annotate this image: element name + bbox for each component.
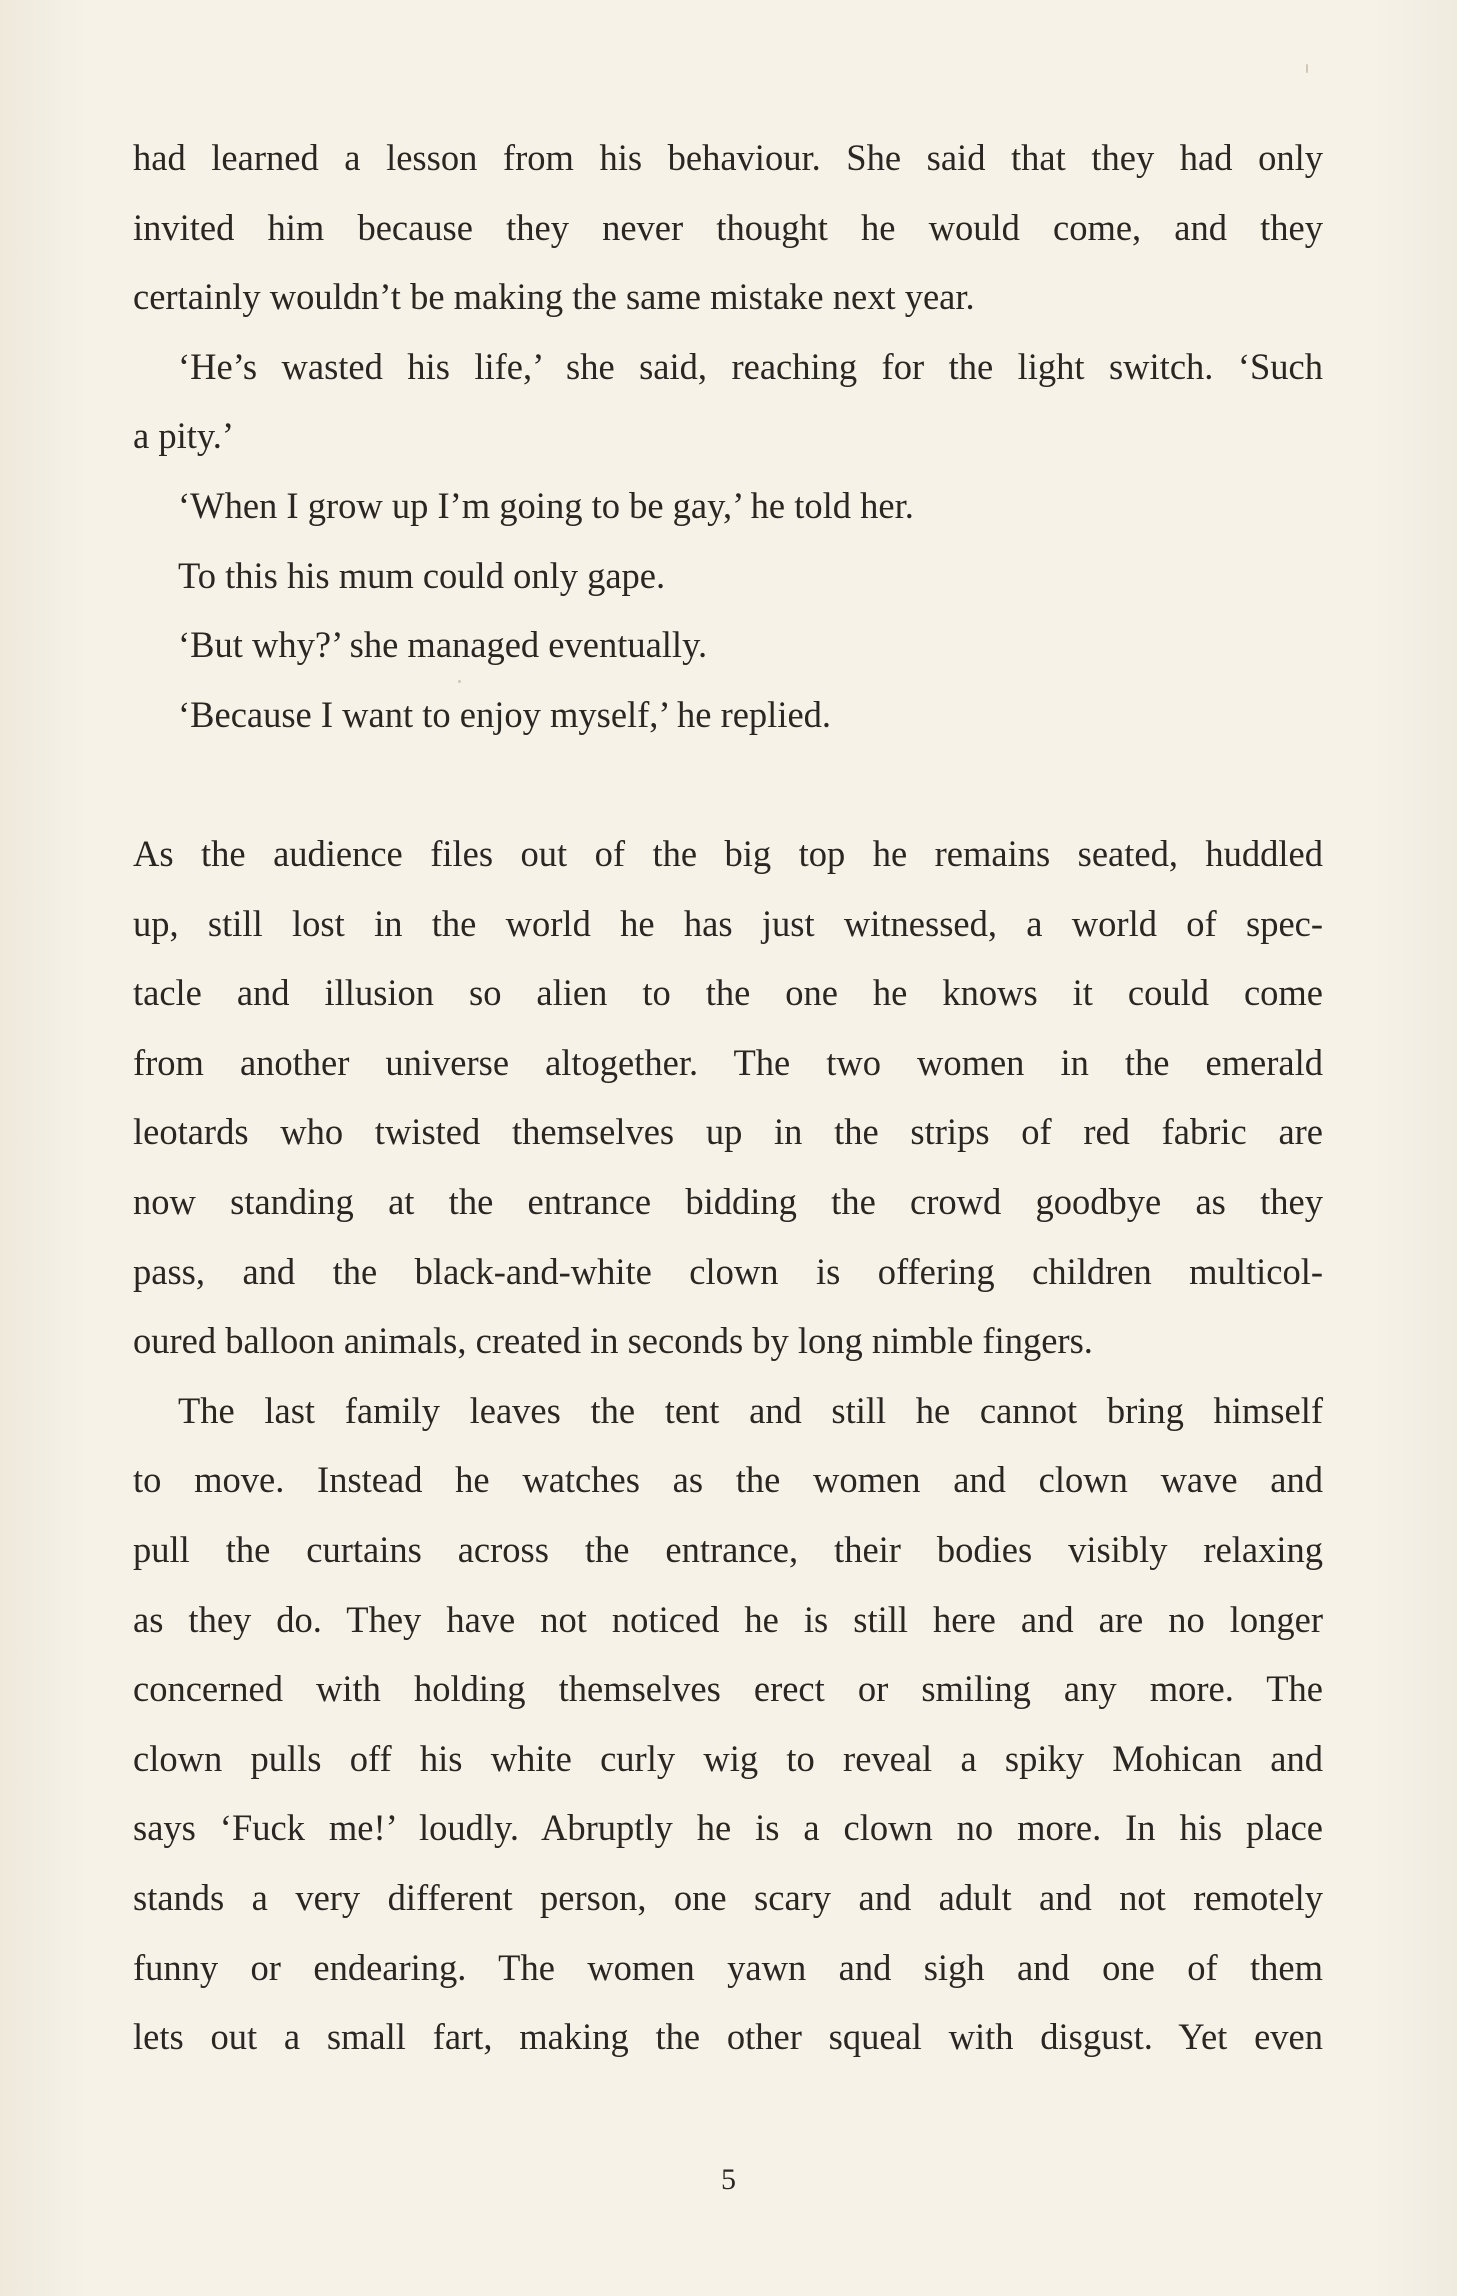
text-line: concerned with holding themselves erect or smiling any more. The	[133, 1668, 1323, 1710]
text-line: now standing at the entrance bidding the crowd goodbye as they	[133, 1180, 1323, 1222]
text-line: ‘But why?’ she managed eventually.	[178, 624, 708, 666]
paragraph	[133, 1376, 1323, 2072]
text-block-bottom	[133, 819, 1323, 2072]
text-line: clown pulls off his white curly wig to reveal a spiky Mohican and	[133, 1737, 1323, 1779]
text-line: pass, and the black-and-white clown is offering children multicol-	[133, 1250, 1323, 1292]
text-line: ‘When I grow up I’m going to be gay,’ he told her.	[178, 484, 914, 526]
text-line: certainly wouldn’t be making the same mistake next year.	[133, 276, 975, 318]
page-number: 5	[721, 2163, 736, 2196]
text-line: As the audience files out of the big top he remains seated, huddled	[133, 833, 1323, 874]
text-line: pull the curtains across the entrance, their bodies visibly relaxing	[133, 1528, 1323, 1570]
text-line: ‘Because I want to enjoy myself,’ he replied.	[178, 693, 832, 735]
scan-speck	[1306, 64, 1308, 73]
text-line: stands a very different person, one scary and adult and not remotely	[133, 1876, 1323, 1918]
text-line: had learned a lesson from his behaviour. She said that they had only	[133, 137, 1323, 178]
text-line: leotards who twisted themselves up in the strips of red fabric are	[133, 1111, 1323, 1153]
text-line: up, still lost in the world he has just witnessed, a world of spec-	[133, 902, 1323, 944]
text-line: To this his mum could only gape.	[178, 554, 666, 596]
text-line: tacle and illusion so alien to the one he knows it could come	[133, 972, 1323, 1014]
paragraph	[133, 541, 1323, 611]
text-line: oured balloon animals, created in seconds by long nimble fingers.	[133, 1320, 1093, 1362]
paragraph	[133, 471, 1323, 541]
text-line: invited him because they never thought he would come, and they	[133, 206, 1323, 248]
paragraph	[133, 819, 1323, 1376]
text-line: as they do. They have not noticed he is still here and are no longer	[133, 1598, 1323, 1640]
text-line: lets out a small fart, making the other squeal with disgust. Yet even	[133, 2016, 1323, 2058]
text-line: to move. Instead he watches as the women and clown wave and	[133, 1459, 1323, 1501]
text-line: funny or endearing. The women yawn and sigh and one of them	[133, 1946, 1323, 1988]
text-line: a pity.’	[133, 415, 235, 457]
text-line: The last family leaves the tent and still he cannot bring himself	[178, 1389, 1323, 1431]
paragraph	[133, 332, 1323, 471]
text-block-top	[133, 123, 1323, 749]
paragraph	[133, 610, 1323, 680]
text-line: ‘He’s wasted his life,’ she said, reaching for the light switch. ‘Such	[178, 345, 1323, 387]
text-line: from another universe altogether. The two women in the emerald	[133, 1041, 1323, 1083]
paragraph	[133, 680, 1323, 750]
paragraph	[133, 123, 1323, 332]
text-line: says ‘Fuck me!’ loudly. Abruptly he is a clown no more. In his place	[133, 1807, 1323, 1849]
